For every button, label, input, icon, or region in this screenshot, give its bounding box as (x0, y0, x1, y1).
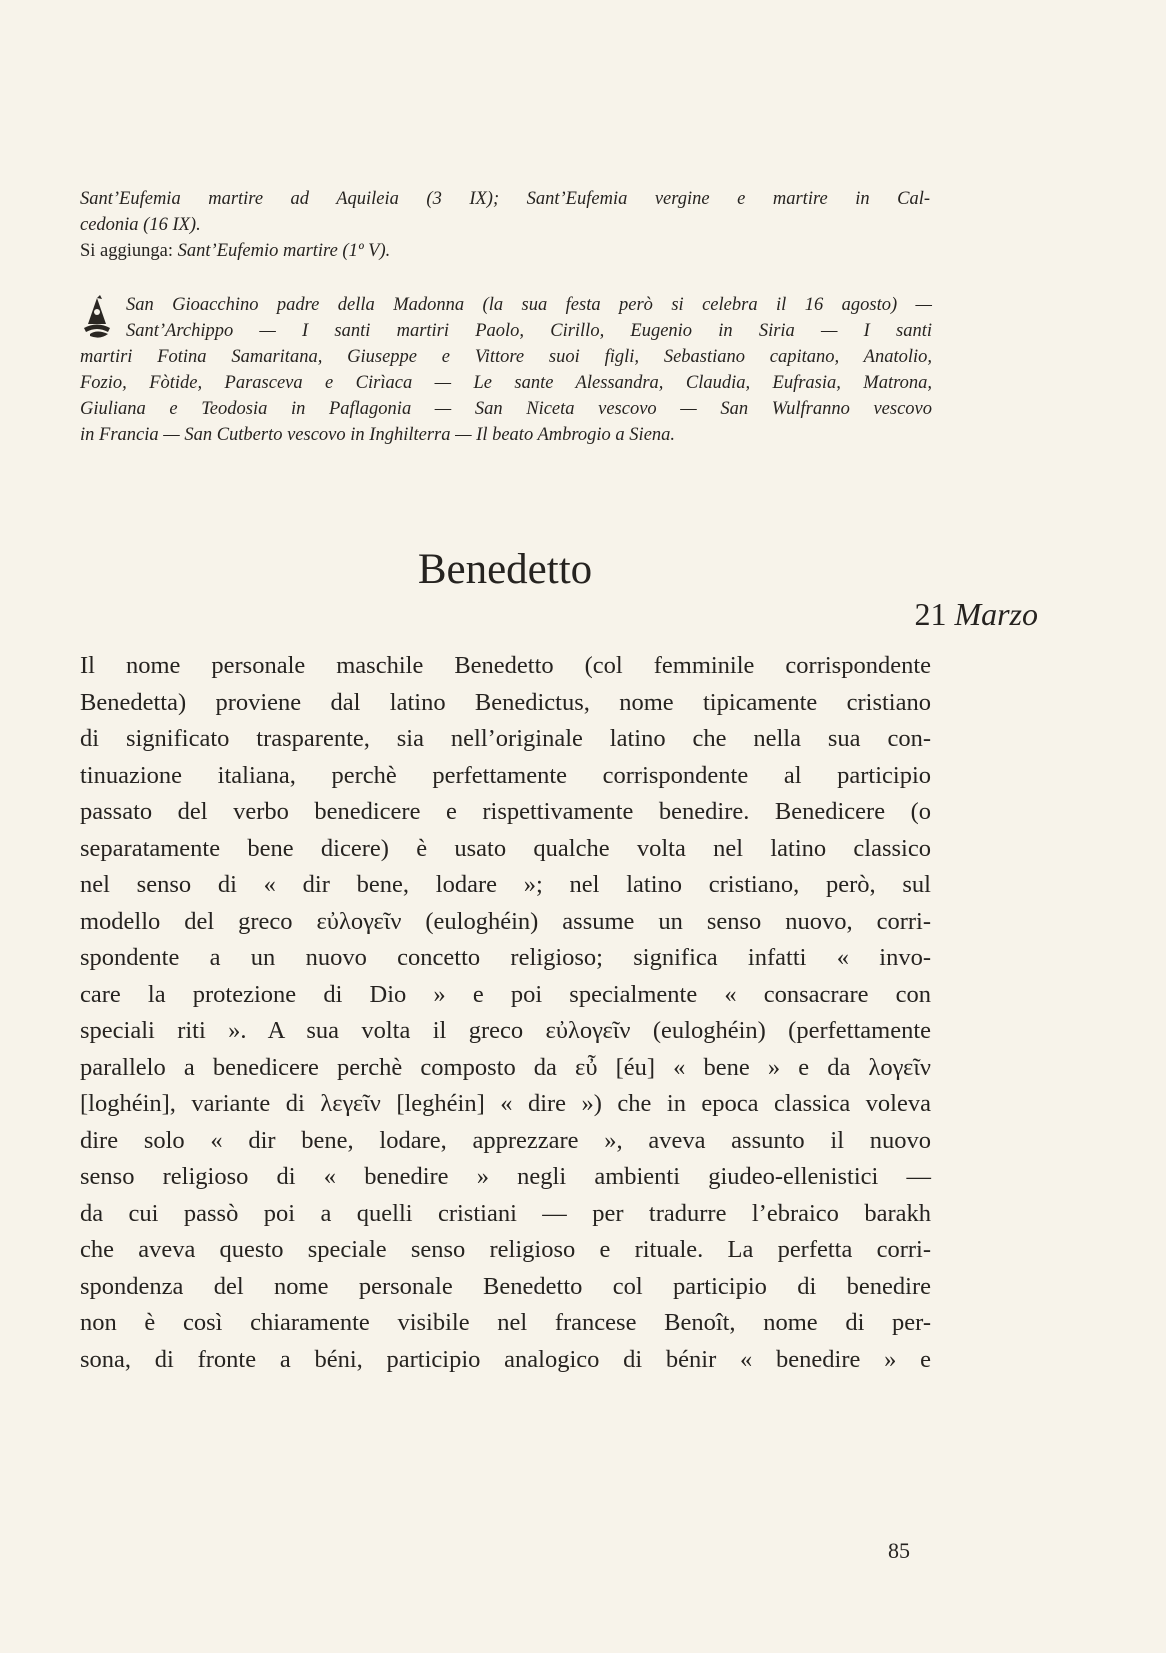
body-line: che aveva questo speciale senso religioso e rituale. La perfetta corri- (80, 1236, 931, 1263)
body-line: care la protezione di Dio » e poi specialmente « consacrare con (80, 980, 931, 1008)
body-line: di significato trasparente, sia nell’originale latino che nella sua con- (80, 725, 931, 752)
saints-line: San Gioacchino padre della Madonna (la sua festa però si celebra il 16 agosto) — (126, 295, 932, 315)
body-line: modello del greco εὐλογεῖν (euloghéin) assume un senso nuovo, corri- (80, 907, 931, 935)
intro-block (80, 186, 930, 264)
body-line: spondente a un nuovo concetto religioso; significa infatti « invo- (80, 944, 931, 971)
saints-line: Fozio, Fòtide, Parasceva e Cirìaca — Le sante Alessandra, Claudia, Eufrasia, Matrona, (80, 373, 932, 393)
body-line: separatamente bene dicere) è usato qualche volta nel latino classico (80, 834, 931, 862)
body-line: sona, di fronte a béni, participio analogico di bénir « benedire » e (80, 1345, 931, 1373)
body-line: [loghéin], variante di λεγεῖν [leghéin] « dire ») che in epoca classica voleva (80, 1090, 931, 1117)
body-line: speciali riti ». A sua volta il greco εὐλογεῖν (euloghéin) (perfettamente (80, 1017, 931, 1044)
body-line: dire solo « dir bene, lodare, apprezzare », aveva assunto il nuovo (80, 1126, 931, 1154)
saints-line: Giuliana e Teodosia in Paflagonia — San Niceta vescovo — San Wulfranno vescovo (80, 399, 932, 419)
body-line: non è così chiaramente visibile nel francese Benoît, nome di per- (80, 1309, 931, 1336)
body-line: spondenza del nome personale Benedetto col participio di benedire (80, 1272, 931, 1300)
intro-line-3: Si aggiunga: Sant’Eufemio martire (1º V). (80, 241, 391, 261)
body-line: parallelo a benedicere perchè composto da εὖ [éu] « bene » e da λογεῖν (80, 1053, 931, 1081)
body-line: Il nome personale maschile Benedetto (col femminile corrispondente (80, 652, 931, 679)
intro-line-1: Sant’Eufemia martire ad Aquileia (3 IX); Sant’Eufemia vergine e martire in Cal- (80, 189, 930, 209)
saints-line: martiri Fotina Samaritana, Giuseppe e Vittore suoi figli, Sebastiano capitano, Anatolio, (80, 347, 932, 367)
body-line: nel senso di « dir bene, lodare »; nel latino cristiano, però, sul (80, 871, 931, 898)
body-line: tinuazione italiana, perchè perfettamente corrispondente al participio (80, 761, 931, 789)
body-line: passato del verbo benedicere e rispettivamente benedire. Benedicere (o (80, 798, 931, 825)
body-text (80, 648, 931, 1378)
body-line: senso religioso di « benedire » negli ambienti giudeo-ellenistici — (80, 1163, 931, 1190)
feast-month: Marzo (954, 596, 1038, 632)
body-line: Benedetta) proviene dal latino Benedictus, nome tipicamente cristiano (80, 688, 931, 716)
feast-day: 21 (914, 596, 947, 632)
section-title: Benedetto (417, 546, 593, 593)
body-line: da cui passò poi a quelli cristiani — per tradurre l’ebraico barakh (80, 1199, 931, 1227)
intro-line-2: cedonia (16 IX). (80, 215, 201, 235)
saints-list (80, 292, 932, 448)
feast-date (914, 596, 1038, 633)
saints-line: in Francia — San Cutberto vescovo in Inghilterra — Il beato Ambrogio a Siena. (80, 425, 676, 445)
page-number: 85 (888, 1538, 910, 1563)
saints-line: Sant’Archippo — I santi martiri Paolo, Cirillo, Eugenio in Siria — I santi (126, 321, 932, 341)
